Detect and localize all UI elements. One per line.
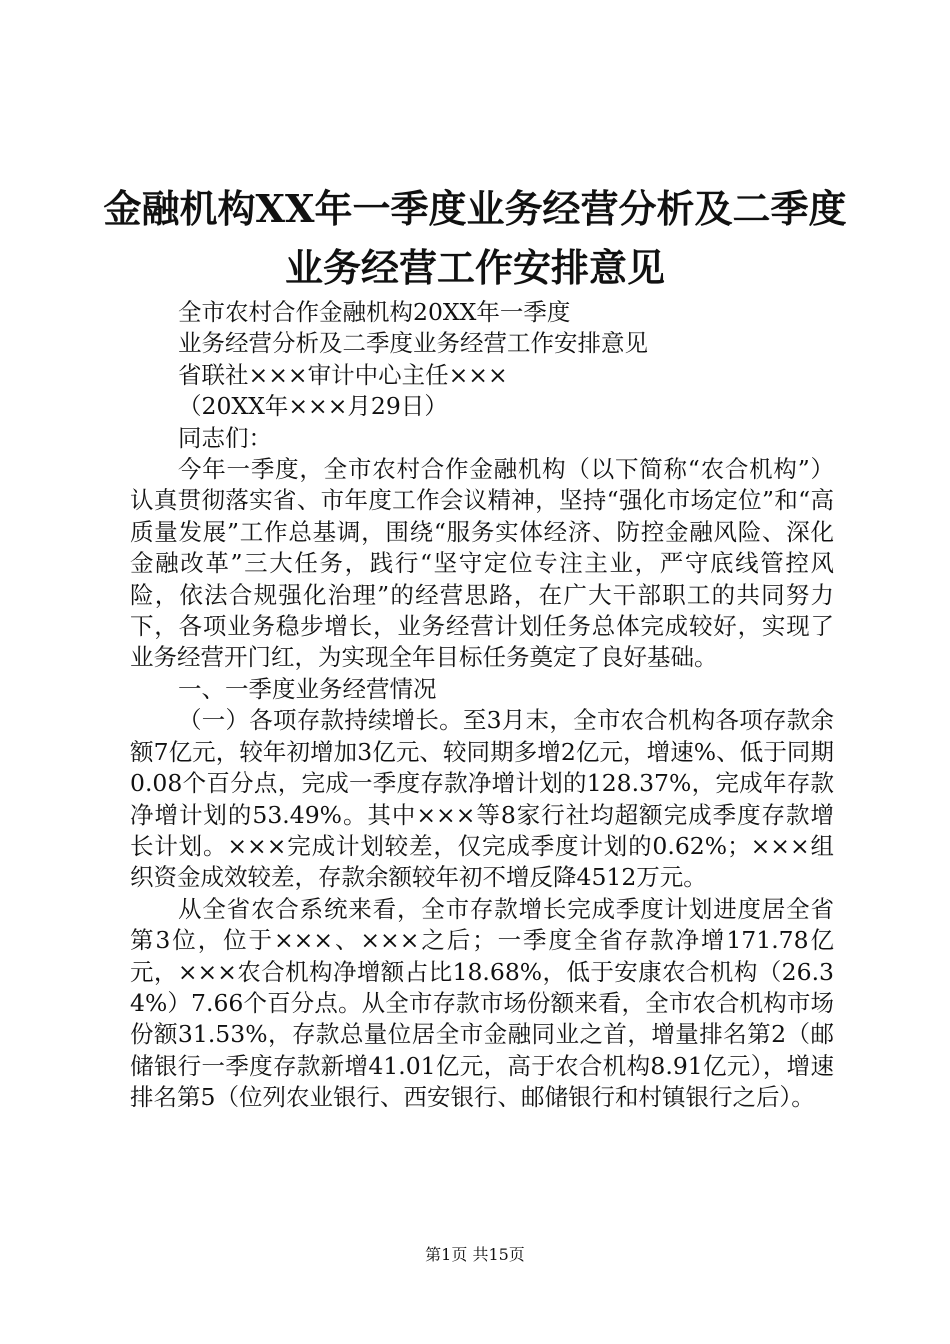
header-line-date: （20XX年×××月29日） [178,392,448,421]
salutation: 同志们： [178,423,272,452]
header-line-issuer: 全市农村合作金融机构20XX年一季度 [178,298,571,326]
paragraph-province-comparison: 从全省农合系统来看，全市存款增长完成季度计划进度居全省第3位，位于×××、×××之后；一季度全省存款净增171.78亿元，×××农合机构净增额占比18.68%，低于安康农合机构（26.34%）7.66个百分点。从全市存款市场份额来看，全市农合机构市场份额31.53%，存款总量位居全市金融同业之首，增量排名第2（邮储银行一季度存款新增41.01亿元，高于农合机构8.91亿元），增速排名第5（位列农业银行、西安银行、邮储银行和村镇银行之后）。 [130,894,834,1112]
document-title-line-2: 业务经营工作安排意见 [284,245,665,290]
header-line-subject: 业务经营分析及二季度业务经营工作安排意见 [178,329,648,358]
header-line-speaker: 省联社×××审计中心主任××× [178,360,508,389]
paragraph-deposits: （一）各项存款持续增长。至3月末，全市农合机构各项存款余额7亿元，较年初增加3亿元、较同期多增2亿元，增速%、低于同期0.08个百分点，完成一季度存款净增计划的128.37%，完成年存款净增计划的53.49%。其中×××等8家行社均超额完成季度存款增长计划。×××完成计划较差，仅完成季度计划的0.62%；×××组织资金成效较差，存款余额较年初不增反降4512万元。 [130,706,834,892]
page-number-footer: 第1页 共15页 [425,1245,525,1264]
document-title-line-1: 金融机构XX年一季度业务经营分析及二季度 [103,186,847,231]
section-heading-1: 一、一季度业务经营情况 [178,674,437,703]
paragraph-intro: 今年一季度，全市农村合作金融机构（以下简称“农合机构”）认真贯彻落实省、市年度工作会议精神，坚持“强化市场定位”和“高质量发展”工作总基调，围绕“服务实体经济、防控金融风险、深化金融改革”三大任务，践行“坚守定位专注主业，严守底线管控风险，依法合规强化治理”的经营思路，在广大干部职工的共同努力下，各项业务稳步增长，业务经营计划任务总体完成较好，实现了业务经营开门红，为实现全年目标任务奠定了良好基础。 [130,455,834,672]
document-body [130,297,834,1114]
